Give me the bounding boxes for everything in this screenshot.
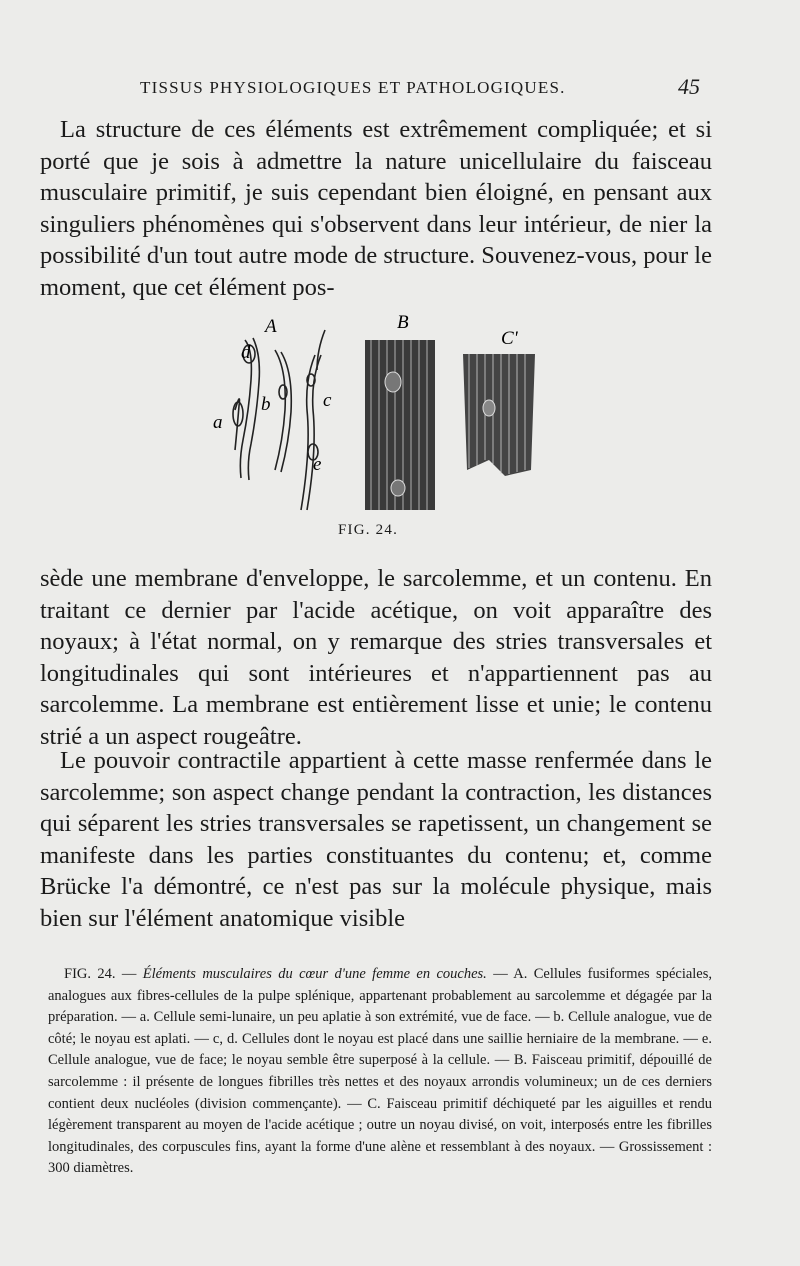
label-d: d bbox=[241, 342, 251, 363]
caption-lead: FIG. 24. — bbox=[64, 966, 137, 982]
paragraph-1: La structure de ces éléments est extrêmement compliquée; et si porté que je sois à admettre la nature unicellulaire du faisceau musculaire primitif, je suis cependant bien éloigné, en pensant aux singuliers phénomènes qui s'observent dans leur intérieur, de nier la possibilité d'un tout autre mode de structure. Souvenez-vous, pour le moment, que cet élément pos- bbox=[40, 116, 712, 301]
figure-caption bbox=[48, 964, 712, 1180]
paragraph-3: Le pouvoir contractile appartient à cette masse renfermée dans le sarcolemme; son aspect change pendant la contraction, les distances qui séparent les stries transversales se rapetissent, un changement se manifeste dans les parties constituantes du contenu; et, comme Brücke l'a démontré, ce n'est pas sur la molécule physique, mais bien sur l'élément anatomique visible bbox=[40, 747, 712, 932]
caption-body: — A. Cellules fusiformes spéciales, analogues aux fibres-cellules de la pulpe splénique, appartenant probablement au sarcolemme et dégagée par la préparation. — a. Cellule semi-lunaire, un peu aplatie à son extrémité, vue de face. — b. Cellule analogue, vue de côté; le noyau est aplati. — c, d. Cellules dont le noyau est placé dans une saillie herniaire de la membrane. — e. Cellule analogue, vue de face; le noyau semble être superposé à la cellule. — B. Faisceau primitif, dépouillé de sarcolemme : il présente de longues fibrilles très nettes et des noyaux arrondis volumineux; un de ces derniers contient deux nucléoles (division commençante). — C. Faisceau primitif déchiqueté par les aiguilles et rendu légèrement transparent au moyen de l'acide acétique ; outre un noyau divisé, on voit, interposés entre les fibrilles longitudinales, des corpuscules fins, ayant la forme d'une alène et ressemblant à des noyaux. — Grossissement : 300 diamètres. bbox=[48, 966, 713, 1177]
caption-title: Éléments musculaires du cœur d'une femme en couches. bbox=[142, 966, 487, 982]
label-a: a bbox=[213, 412, 223, 433]
page-number: 45 bbox=[678, 74, 700, 99]
running-header bbox=[140, 74, 700, 102]
label-A: A bbox=[265, 316, 277, 337]
figure-24-illustration bbox=[205, 310, 565, 550]
label-C: C' bbox=[501, 328, 518, 349]
label-e: e bbox=[313, 454, 322, 475]
label-c: c bbox=[323, 390, 332, 411]
muscle-cells-drawing bbox=[205, 310, 565, 550]
label-B: B bbox=[397, 312, 409, 333]
fascicle-c bbox=[463, 354, 535, 476]
header-title: TISSUS PHYSIOLOGIQUES ET PATHOLOGIQUES. bbox=[140, 78, 566, 97]
fascicle-b bbox=[365, 340, 435, 510]
figure-label: FIG. 24. bbox=[338, 522, 399, 538]
label-b: b bbox=[261, 394, 271, 415]
paragraph-2: sède une membrane d'enveloppe, le sarcolemme, et un contenu. En traitant ce dernier par l'acide acétique, on voit apparaître des noyaux; à l'état normal, on y remarque des stries transversales et longitudinales qui sont intérieures et n'appartiennent pas au sarcolemme. La membrane est entièrement lisse et unie; le contenu strié a un aspect rougeâtre. bbox=[40, 565, 712, 750]
